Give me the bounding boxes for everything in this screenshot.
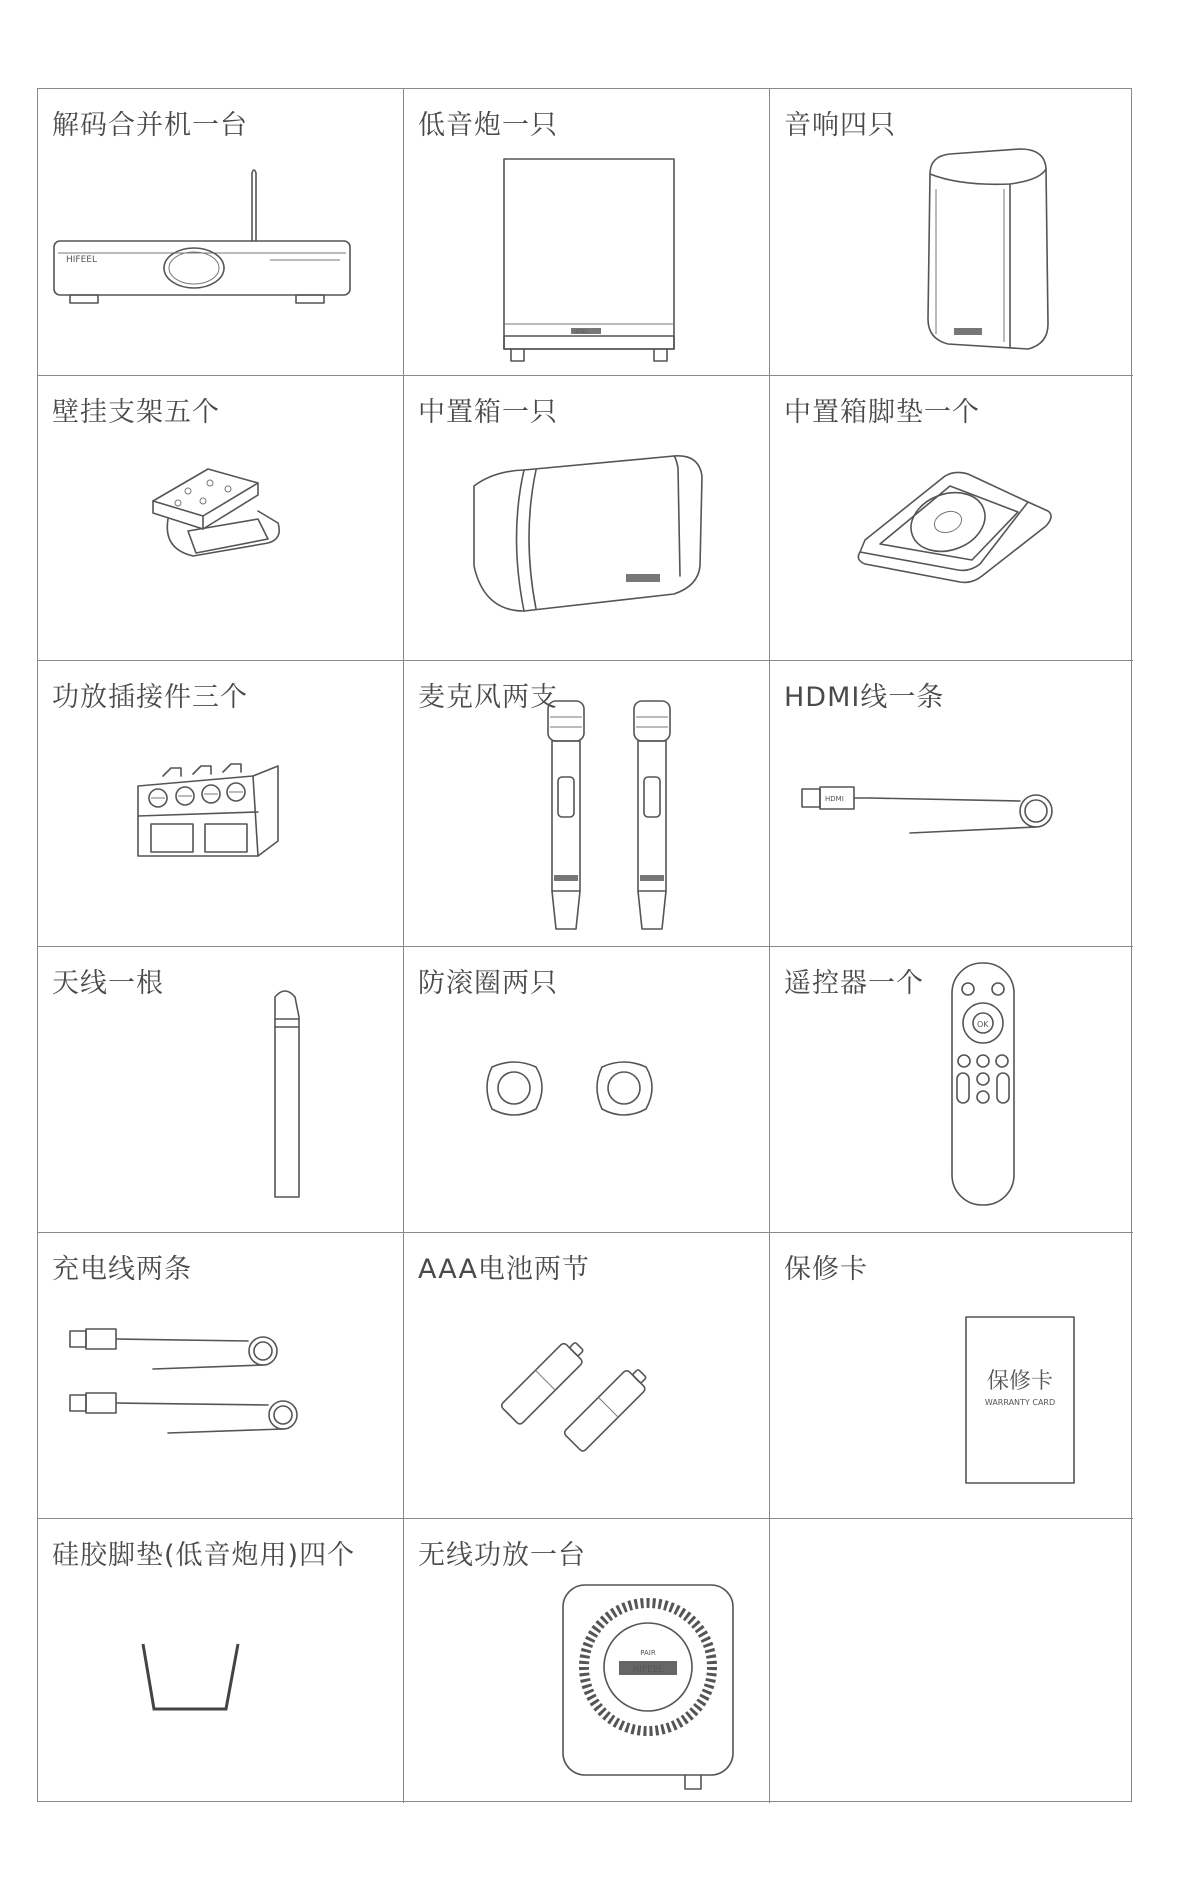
item-label: HDMI线一条 xyxy=(784,682,945,713)
item-antenna xyxy=(38,947,404,1233)
center-speaker-illustration xyxy=(464,446,724,626)
empty-cell xyxy=(770,1519,1133,1803)
charging-cables-illustration xyxy=(68,1323,328,1473)
silicone-foot-illustration xyxy=(138,1639,258,1719)
center-speaker-stand-illustration xyxy=(850,456,1060,596)
wall-bracket-illustration xyxy=(148,461,298,571)
svg-text:HIFEEL: HIFEEL xyxy=(574,329,588,334)
item-label: 壁挂支架五个 xyxy=(52,397,220,428)
item-label: 天线一根 xyxy=(52,968,164,999)
item-label: 无线功放一台 xyxy=(418,1540,586,1571)
terminal-connector-illustration xyxy=(133,746,313,886)
item-label: 充电线两条 xyxy=(52,1254,192,1285)
item-microphones xyxy=(404,661,770,947)
item-silicone-feet xyxy=(38,1519,404,1803)
svg-text:HIFEEL: HIFEEL xyxy=(632,1665,664,1675)
item-anti-roll-rings xyxy=(404,947,770,1233)
item-label: AAA电池两节 xyxy=(418,1254,590,1285)
item-label: 中置箱脚垫一个 xyxy=(784,397,980,428)
svg-text:PAIR: PAIR xyxy=(640,1649,656,1657)
decoder-amplifier-illustration xyxy=(50,163,390,363)
antenna-illustration xyxy=(263,987,323,1207)
item-warranty-card xyxy=(770,1233,1133,1519)
item-label: 中置箱一只 xyxy=(418,397,558,428)
item-label: 功放插接件三个 xyxy=(52,682,248,713)
item-speakers xyxy=(770,89,1133,376)
item-center-speaker xyxy=(404,376,770,661)
svg-text:HIFEEL: HIFEEL xyxy=(66,255,97,265)
item-label: 麦克风两支 xyxy=(418,682,558,713)
svg-text:保修卡: 保修卡 xyxy=(986,1369,1054,1394)
item-decoder-amplifier xyxy=(38,89,404,376)
wireless-amplifier-illustration xyxy=(559,1579,739,1794)
item-label: 硅胶脚垫(低音炮用)四个 xyxy=(52,1540,356,1571)
item-amp-terminal-connector xyxy=(38,661,404,947)
item-charging-cables xyxy=(38,1233,404,1519)
package-contents-grid xyxy=(37,88,1132,1802)
svg-text:OK: OK xyxy=(977,1020,989,1029)
item-wall-bracket xyxy=(38,376,404,661)
item-subwoofer xyxy=(404,89,770,376)
item-wireless-amplifier xyxy=(404,1519,770,1803)
item-center-speaker-stand xyxy=(770,376,1133,661)
svg-text:WARRANTY CARD: WARRANTY CARD xyxy=(984,1398,1056,1407)
svg-text:HDMI: HDMI xyxy=(825,795,844,803)
subwoofer-illustration xyxy=(499,154,684,369)
item-label: 遥控器一个 xyxy=(784,968,924,999)
item-aaa-batteries xyxy=(404,1233,770,1519)
remote-control-illustration xyxy=(948,961,1020,1211)
item-label: 保修卡 xyxy=(784,1254,868,1285)
item-label: 防滚圈两只 xyxy=(418,968,558,999)
microphones-illustration xyxy=(534,697,704,942)
item-label: 解码合并机一台 xyxy=(52,110,248,141)
item-label: 低音炮一只 xyxy=(418,110,558,141)
anti-roll-rings-illustration xyxy=(484,1057,684,1147)
item-remote-control xyxy=(770,947,1133,1233)
hdmi-cable-illustration xyxy=(800,771,1100,861)
warranty-card-illustration xyxy=(962,1313,1082,1488)
item-hdmi-cable xyxy=(770,661,1133,947)
speaker-illustration xyxy=(920,144,1060,359)
item-label: 音响四只 xyxy=(784,110,896,141)
aaa-batteries-illustration xyxy=(489,1313,689,1463)
